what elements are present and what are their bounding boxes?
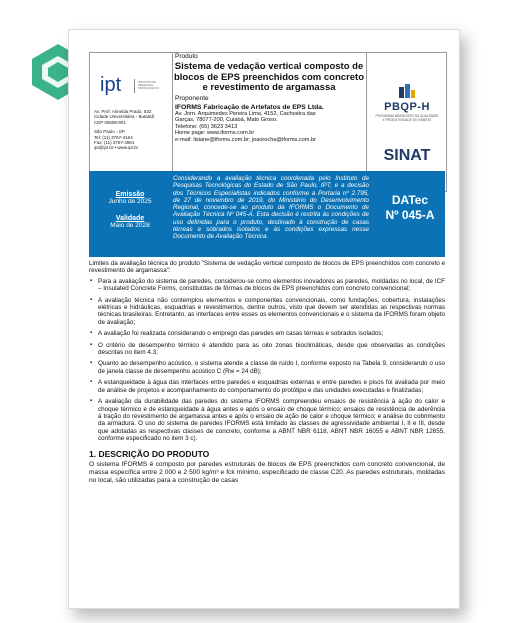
- svg-text:ipt: ipt: [100, 74, 122, 96]
- approval-text: Considerando a avaliação técnica coordenada pelo Instituto de Pesquisas Tecnológicas do Estado de São Paulo, IPT, e a decisão dos Técnicos Especialistas indicados conforme a Portaria nº 2.795, de 27 de novembro de 2019, do Ministério do Desenvolvimento Regional, concede-se ao produto da IFORMS o Documento de Avaliação Técnica Nº 045-A. Esta decisão é restrita às condições de uso definidas para o produto, destinado à construção de casas térreas e sobrados isolados e às condições expressas nesse Documento de Avaliação Técnica.: [173, 175, 369, 241]
- pbqph-logo-text: PBQP-H: [384, 101, 430, 113]
- list-item: ▪ Para a avaliação do sistema de paredes, considerou-se como elementos inovadores as paredes, moldadas no local, de ICF – Insulated Concrete Forms, constituídas de fôrmas de blocos de EPS preenchidos com concreto convencional;: [89, 278, 445, 293]
- list-item: ▪ A avaliação técnica não contemplou elementos e componentes convencionais, como fundações, cobertura, instalações elétricas e hidráulicas, esquadrias e revestimentos, dentre outros, visto que devem ser atendidas as respectivas normas técnicas brasileiras. Entretanto, as interfaces entre esses os elementos convencionais e o sistema da IFORMS foram objeto de avaliação;: [89, 297, 445, 327]
- document-body: [89, 260, 445, 485]
- ipt-address-line: São Paulo - SP: [94, 129, 125, 135]
- datec-label: DATec: [391, 193, 429, 207]
- document-page: [68, 29, 460, 609]
- proponent-line: Home page: www.iforms.com.br: [175, 130, 255, 136]
- proponent-label: Proponente: [175, 94, 209, 102]
- ipt-address-line: Av. Prof. Almeida Prado, 532: [94, 109, 152, 114]
- list-item: ▪ Quanto ao desempenho acústico, o sistema atende a classe de ruído I, conforme exposto na Tabela 9, considerando o uso de janela classe de desempenho acústico C (Rw = 24 dB);: [89, 360, 445, 375]
- ipt-address-line: Tel: (11) 3767-4164: [94, 134, 133, 140]
- proponent-email[interactable]: e-mail: lisiane@iforms.com.br; joaorocha@iforms.com.br: [175, 136, 316, 143]
- datec-panel: [375, 193, 445, 223]
- list-item: ▪ A avaliação da durabilidade das paredes do sistema IFORMS compreendeu ensaios de resistência à ação do calor e choque térmico e de estanqueidade à água antes e após o ensaio de choque térmico; ensaios de resistência de aderência à tração do revestimento de argamassa antes e após o ensaio de ação de calor e choque térmico; e análise do cobrimento da armadura. O uso do sistema de paredes IFORMS está limitado às classes de agressividade ambiental I, II e III, desde que adotadas as respectivas classes de concreto, conforme a ABNT NBR 6118, ABNT NBR 16055 e ABNT NBR 12655, conforme especificado no item 3 c).: [89, 398, 445, 442]
- emission-label: Emissão: [115, 191, 145, 198]
- datec-number: Nº 045-A: [385, 208, 435, 222]
- ipt-logo: [100, 73, 160, 104]
- validity-date: Maio de 2028: [110, 222, 150, 229]
- sinat-logo: SINAT: [383, 147, 431, 164]
- emission-date: Junho de 2025: [108, 198, 152, 205]
- proponent-line: Telefone: (65) 3623 3413: [175, 123, 238, 130]
- proponent-line: Garças, 78077-200, Cuiabá, Mato Groso.: [175, 117, 278, 123]
- proponent-name: IFORMS Fabricação de Artefatos de EPS Ltda.: [175, 103, 324, 111]
- product-label: Produto: [175, 53, 198, 60]
- ipt-address: [94, 109, 154, 151]
- pbqph-subtitle: PROGRAMA BRASILEIRO DA QUALIDADE E PRODUTIVIDADE DO HABITAT: [375, 114, 439, 122]
- ipt-address-line: Fax: (11) 3767-4961: [94, 140, 135, 146]
- list-item: ▪ A estanqueidade à água das interfaces entre paredes e esquadrias externas e entre paredes e pisos foi avaliada por meio de análise de projetos e acompanhamento do comportamento do protótipo e das unidades executadas e finalizadas;: [89, 379, 445, 394]
- ipt-address-line: Cidade Universitária - Butantã: [94, 114, 155, 120]
- proponent-line: Av. Jorn. Arquimedes Pereira Lima, 4152, Cachoeira das: [175, 110, 316, 117]
- ipt-logo-subtitle: INSTITUTO DE PESQUISAS TECNOLÓGICAS: [138, 81, 159, 91]
- list-item: ▪ A avaliação foi realizada considerando o emprego das paredes em casas térreas e sobrados isolados;: [89, 330, 445, 337]
- limits-intro: Limites da avaliação técnica do produto "Sistema de vedação vertical composto de blocos de EPS preenchidos com concreto e revestimento de argamassa":: [89, 260, 445, 275]
- limits-list: [89, 278, 445, 443]
- ipt-address-line: ipt@ipt.br • www.ipt.br: [94, 145, 139, 151]
- product-title: Sistema de vedação vertical composto de blocos de EPS preenchidos com concreto e revestimento de argamassa: [173, 61, 365, 93]
- section-heading: 1. DESCRIÇÃO DO PRODUTO: [89, 448, 210, 459]
- list-item: ▪ O critério de desempenho térmico é atendido para as oito zonas bioclimáticas, desde que observadas as condições descritas no item 4.3;: [89, 342, 445, 357]
- dates-panel: [89, 171, 171, 257]
- ipt-address-line: CEP 05508-901: [94, 119, 126, 125]
- approval-band: [89, 171, 445, 257]
- section-text: O sistema IFORMS é composto por paredes estruturais de blocos de EPS preenchidos com concreto convencional, de massa específica entre 2 000 e 2 500 kg/m³ e fck mínimo, especificado de classe C20. As paredes estruturais, moldadas no local, são utilizadas para a construção de casas: [89, 460, 445, 484]
- validity-label: Validade: [115, 215, 145, 222]
